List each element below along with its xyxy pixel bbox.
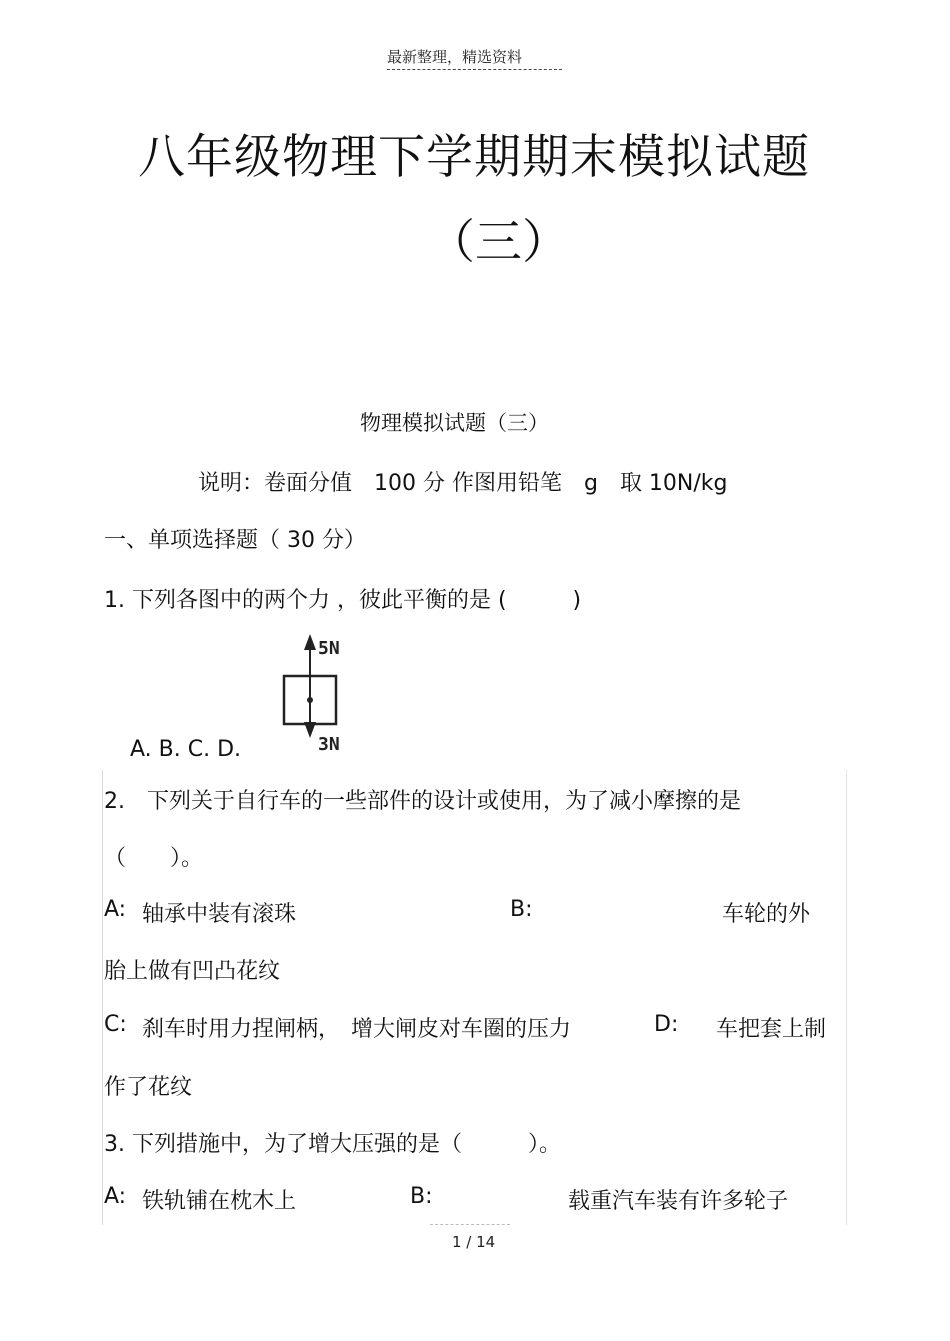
option-a-label: A:: [104, 1184, 127, 1209]
up-arrow-icon: [304, 634, 316, 650]
option-b-text-continued: 胎上做有凹凸花纹: [104, 959, 281, 984]
document-title: 八年级物理下学期期末模拟试题: [138, 130, 810, 185]
option-a-text: 铁轨铺在枕木上: [142, 1189, 297, 1214]
question-2-blank: （ ）。: [104, 846, 204, 871]
exam-instructions: 说明：卷面分值 100 分 作图用铅笔 g 取 10N/kg: [198, 471, 728, 496]
option-c-label: C:: [104, 1012, 127, 1037]
option-d-text-continued: 作了花纹: [104, 1075, 193, 1100]
document-title-part: （三）: [428, 215, 569, 270]
question-2-stem: 2. 下列关于自行车的一些部件的设计或使用，为了减小摩擦的是: [104, 789, 741, 814]
question-3-stem: 3. 下列措施中，为了增大压强的是（ ）。: [104, 1132, 561, 1157]
option-a-text: 轴承中装有滚珠: [142, 902, 297, 927]
page-number: 1 / 14: [452, 1233, 496, 1251]
option-b-text: 车轮的外: [722, 902, 811, 927]
question-1-stem: 1. 下列各图中的两个力 ，彼此平衡的是 ( ): [104, 588, 582, 613]
option-b-text: 载重汽车装有许多轮子: [568, 1189, 789, 1214]
force-diagram: [268, 628, 358, 756]
footer-divider: [430, 1224, 510, 1225]
center-point: [307, 697, 313, 703]
frame-line-right: [846, 770, 847, 1225]
header-note: 最新整理，精选资料: [387, 48, 523, 66]
option-d-label: D:: [654, 1012, 679, 1037]
question-1-options: A. B. C. D.: [130, 737, 242, 762]
exam-subtitle: 物理模拟试题（三）: [360, 411, 549, 435]
header-divider: [387, 69, 562, 70]
force-label-top: 5N: [318, 638, 340, 659]
section-heading: 一、单项选择题（ 30 分）: [104, 528, 366, 553]
option-b-label: B:: [510, 897, 533, 922]
force-label-bottom: 3N: [318, 734, 340, 755]
option-c-text: 刹车时用力捏闸柄， 增大闸皮对车圈的压力: [142, 1017, 572, 1042]
option-a-label: A:: [104, 897, 127, 922]
option-b-label: B:: [410, 1184, 433, 1209]
option-d-text: 车把套上制: [716, 1017, 827, 1042]
frame-line-left: [102, 770, 103, 1225]
